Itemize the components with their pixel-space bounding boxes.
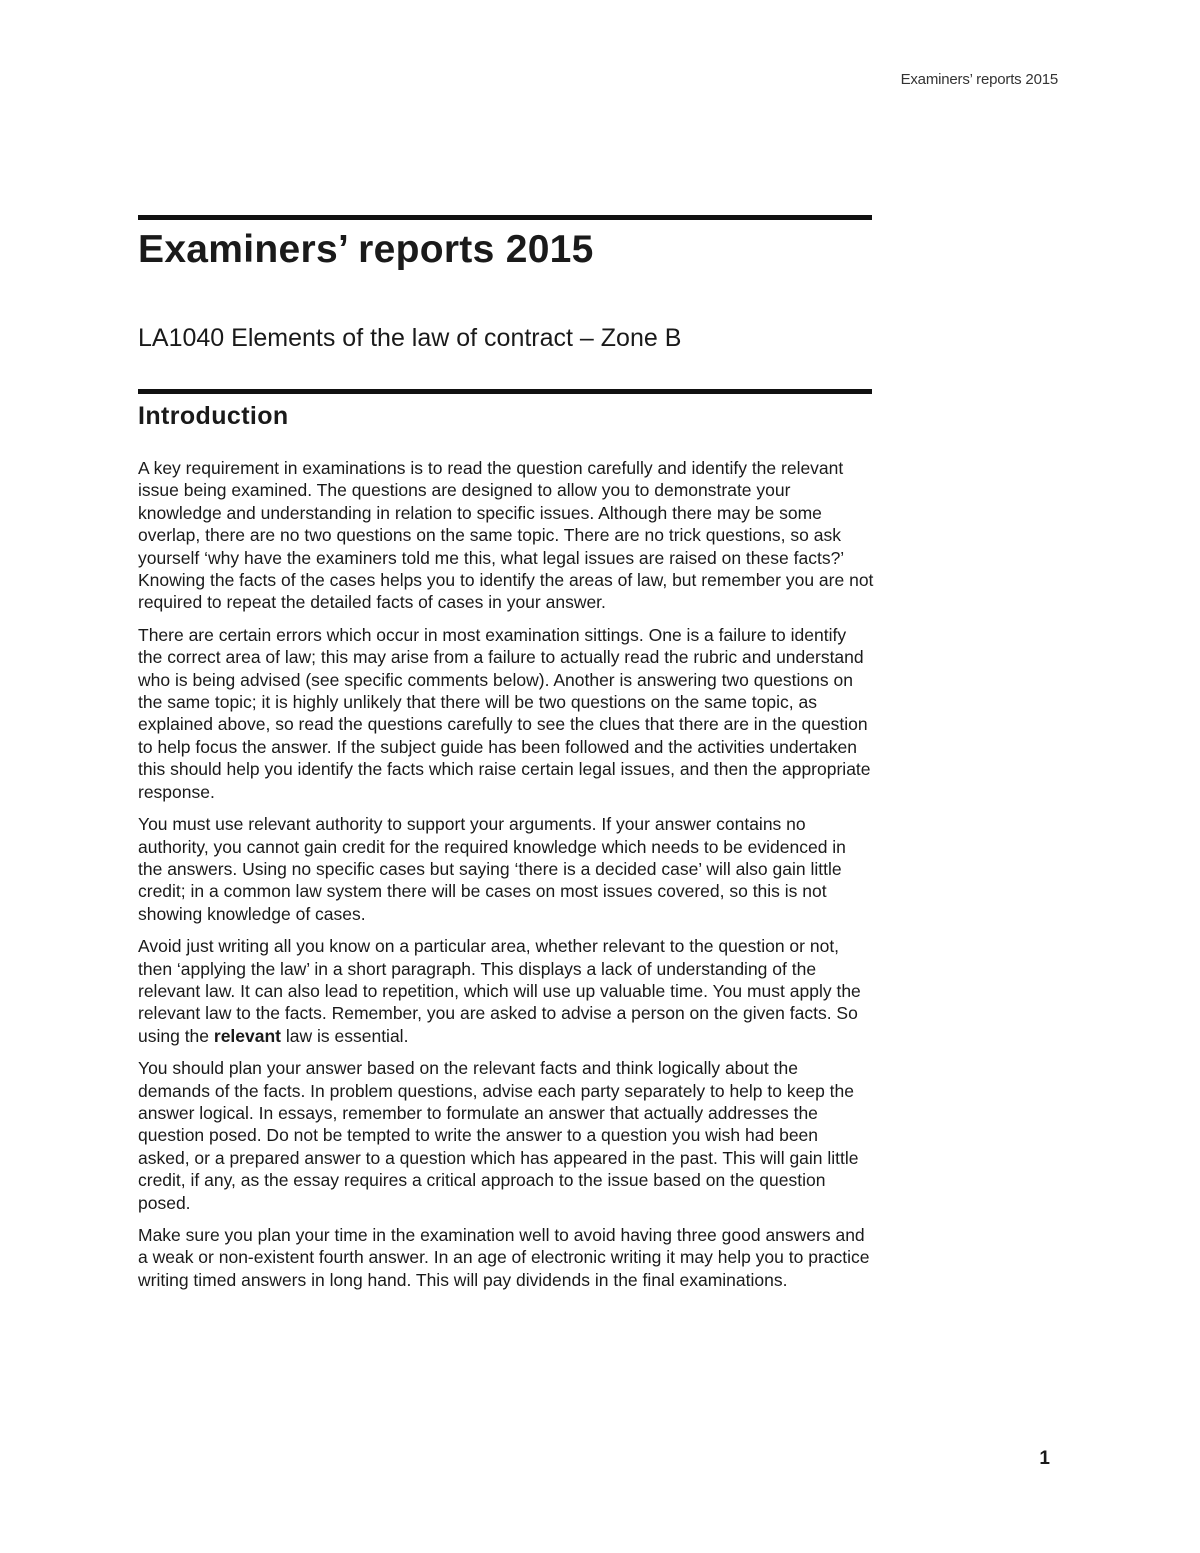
running-header: Examiners’ reports 2015	[900, 71, 1058, 88]
document-subtitle: LA1040 Elements of the law of contract – Zone B	[138, 324, 682, 352]
paragraph: A key requirement in examinations is to read the question carefully and identify the relevant issue being examined. The questions are designed to allow you to demonstrate your knowledge and understanding in relation to specific issues. Although there may be some overlap, there are no two questions on the same topic. There are no trick questions, so ask yourself ‘why have the examiners told me this, what legal issues are raised on these facts?’ Knowing the facts of the cases helps you to identify the areas of law, but remember you are not required to repeat the detailed facts of cases in your answer.	[138, 458, 874, 613]
body-text	[138, 457, 874, 1301]
paragraph: You should plan your answer based on the relevant facts and think logically about the demands of the facts. In problem questions, advise each party separately to help to keep the answer logical. In essays, remember to formulate an answer that actually addresses the question posed. Do not be tempted to write the answer to a question you wish had been asked, or a prepared answer to a question which has appeared in the past. This will gain little credit, if any, as the essay requires a critical approach to the issue based on the question posed.	[138, 1058, 859, 1213]
emphasis-relevant: relevant	[213, 1025, 282, 1046]
paragraph-text: law is essential.	[281, 1025, 409, 1046]
paragraph: You must use relevant authority to support your arguments. If your answer contains no authority, you cannot gain credit for the required knowledge which needs to be evidenced in the answers. Using no specific cases but saying ‘there is a decided case’ will also gain little credit; in a common law system there will be cases on most issues covered, so this is not showing knowledge of cases.	[138, 814, 846, 924]
page-number: 1	[1039, 1448, 1050, 1469]
subtitle-bottom-rule	[138, 389, 872, 394]
paragraph-text: Avoid just writing all you know on a particular area, whether relevant to the question or not, then ‘applying the law’ in a short paragraph. This displays a lack of understanding of the relevant law. It can also lead to repetition, which will use up valuable time. You must apply the relevant law to the facts. Remember, you are asked to advise a person on the given facts. So using the	[138, 936, 861, 1046]
title-top-rule	[138, 215, 872, 220]
paragraph	[138, 935, 874, 1047]
paragraph: There are certain errors which occur in most examination sittings. One is a failure to identify the correct area of law; this may arise from a failure to actually read the rubric and understand who is being advised (see specific comments below). Another is answering two questions on the same topic; it is highly unlikely that there will be two questions on the same topic, as explained above, so read the questions carefully to see the clues that there are in the question to help focus the answer. If the subject guide has been followed and the activities undertaken this should help you identify the facts which raise certain legal issues, and then the appropriate response.	[138, 624, 871, 802]
document-title: Examiners’ reports 2015	[138, 228, 594, 271]
paragraph: Make sure you plan your time in the examination well to avoid having three good answers and a weak or non-existent fourth answer. In an age of electronic writing it may help you to practice writing timed answers in long hand. This will pay dividends in the final examinations.	[138, 1225, 870, 1290]
section-heading: Introduction	[138, 402, 289, 430]
